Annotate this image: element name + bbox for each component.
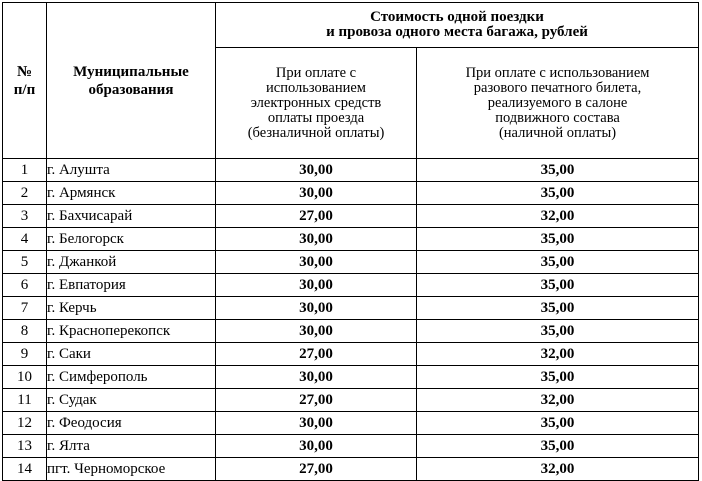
table-row [3,182,699,205]
row-number: 1 [3,159,47,182]
municipality-column-header [47,3,216,159]
row-number: 8 [3,320,47,343]
row-number: 12 [3,412,47,435]
electronic-fare: 30,00 [216,320,417,343]
electronic-fare: 27,00 [216,205,417,228]
municipality-name: г. Евпатория [47,274,216,297]
cash-fare: 32,00 [417,458,699,481]
fare-table [2,2,699,481]
municipality-name: г. Феодосия [47,412,216,435]
cash-fare: 35,00 [417,366,699,389]
table-row [3,412,699,435]
table-row [3,458,699,481]
cash-fare: 32,00 [417,343,699,366]
row-number: 11 [3,389,47,412]
table-row [3,274,699,297]
electronic-fare: 30,00 [216,228,417,251]
electronic-header-line: оплаты проезда [267,109,365,126]
cash-header-line: реализуемого в салоне [487,94,628,111]
municipality-name: г. Саки [47,343,216,366]
electronic-fare: 30,00 [216,251,417,274]
row-number: 3 [3,205,47,228]
cash-header-line: При оплате с использованием [465,64,650,81]
table-row [3,320,699,343]
electronic-fare: 30,00 [216,435,417,458]
electronic-fare: 30,00 [216,297,417,320]
municipality-name: г. Белогорск [47,228,216,251]
row-number: 2 [3,182,47,205]
table-row [3,343,699,366]
cost-header-line1: Стоимость одной поездки [370,9,544,25]
cash-fare: 35,00 [417,412,699,435]
municipality-name: г. Джанкой [47,251,216,274]
number-header-line2: п/п [13,81,36,98]
cash-fare: 35,00 [417,297,699,320]
cash-fare: 35,00 [417,228,699,251]
cash-fare: 32,00 [417,205,699,228]
cash-payment-header [417,48,699,159]
cost-group-header [216,3,699,48]
municipality-header-line1: Муниципальные [73,63,189,80]
electronic-fare: 27,00 [216,458,417,481]
municipality-name: г. Армянск [47,182,216,205]
table-row [3,251,699,274]
row-number: 7 [3,297,47,320]
table-row [3,159,699,182]
cash-fare: 35,00 [417,182,699,205]
row-number: 9 [3,343,47,366]
municipality-header-line2: образования [88,81,174,98]
municipality-name: г. Бахчисарай [47,205,216,228]
table-row [3,205,699,228]
cash-fare: 35,00 [417,320,699,343]
cash-header-line: (наличной оплаты) [498,124,617,141]
municipality-name: г. Красноперекопск [47,320,216,343]
municipality-name: г. Судак [47,389,216,412]
municipality-name: г. Алушта [47,159,216,182]
electronic-fare: 30,00 [216,366,417,389]
row-number: 14 [3,458,47,481]
municipality-name: г. Симферополь [47,366,216,389]
electronic-header-line: использованием [266,79,366,96]
electronic-fare: 30,00 [216,412,417,435]
electronic-fare: 27,00 [216,389,417,412]
electronic-fare: 30,00 [216,182,417,205]
cash-fare: 35,00 [417,274,699,297]
electronic-header-line: электронных средств [250,94,382,111]
table-row [3,435,699,458]
number-column-header [3,3,47,159]
table-row [3,389,699,412]
municipality-name: г. Ялта [47,435,216,458]
row-number: 4 [3,228,47,251]
cost-header-line2: и провоза одного места багажа, рублей [326,24,588,40]
cash-header-line: подвижного состава [495,109,620,126]
cash-fare: 32,00 [417,389,699,412]
table-row [3,366,699,389]
row-number: 10 [3,366,47,389]
row-number: 5 [3,251,47,274]
municipality-name: пгт. Черноморское [47,458,216,481]
cash-fare: 35,00 [417,159,699,182]
electronic-fare: 27,00 [216,343,417,366]
electronic-payment-header [216,48,417,159]
cash-fare: 35,00 [417,251,699,274]
cash-fare: 35,00 [417,435,699,458]
number-header-line1: № [16,63,33,80]
municipality-name: г. Керчь [47,297,216,320]
cash-header-line: разового печатного билета, [473,79,642,96]
table-row [3,297,699,320]
row-number: 13 [3,435,47,458]
electronic-header-line: При оплате с [275,64,357,81]
electronic-fare: 30,00 [216,274,417,297]
electronic-header-line: (безналичной оплаты) [247,124,385,141]
row-number: 6 [3,274,47,297]
table-row [3,228,699,251]
electronic-fare: 30,00 [216,159,417,182]
